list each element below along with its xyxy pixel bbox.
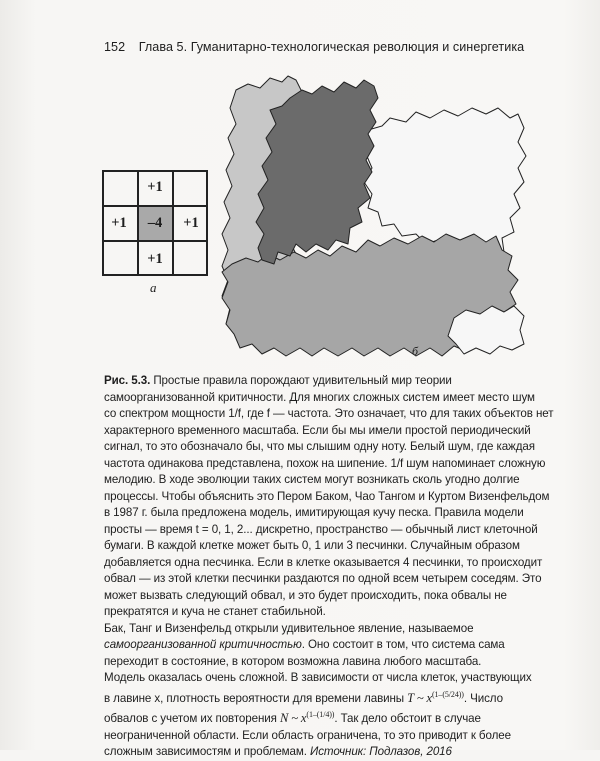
formula-avalanche-time: T ~ $x^{(1-(5/24))}$ (407, 689, 464, 705)
caption-line: процессы. Чтобы объяснить это Пером Баком, Чао Тангом и Куртом Визенфельдом (104, 489, 550, 503)
caption-term-soc: самоорганизованной критичностью (104, 638, 302, 651)
caption-line: самоорганизованной критичности. Для многих сложных систем имеет место шум (104, 390, 535, 404)
figure-caption (104, 373, 554, 761)
caption-line: Модель оказалась очень сложной. В зависимости от числа клеток, участвующих (104, 671, 532, 684)
avalanche-cluster-map (218, 68, 528, 363)
caption-line: неограниченной области. Если область ограничена, то это приводит к более (104, 728, 511, 742)
running-header (104, 40, 544, 54)
white-region (364, 108, 526, 256)
figure-label-b: б (412, 344, 419, 358)
caption-line: обвал — из этой клетки песчинки раздаются по одной всем четырем соседям. Это (104, 572, 542, 585)
caption-line: мелодию. В ходе эволюции таких систем могут возникать сколь угодно долгие (104, 473, 520, 486)
caption-line: сигнал, то это обозначало бы, что мы слышим одну ноту. Белый шум, где каждая (104, 440, 535, 453)
caption-line: сложным зависимостям и проблемам. (104, 745, 307, 759)
caption-line: частота одинакова представлена, похож на шипение. 1/f шум напоминает сложную (104, 456, 546, 470)
caption-line: обвалов с учетом их повторения (104, 712, 277, 726)
caption-line: характерного временного масштаба. Если бы мы имели простой периодический (104, 423, 531, 437)
caption-line: . Оно состоит в том, что система сама (301, 638, 505, 651)
caption-line: может вызвать следующий обвал, и это будет происходить, пока обвалы не (104, 588, 507, 602)
caption-line: прекратятся и куча не станет стабильной. (104, 605, 326, 618)
caption-line: просты — время t = 0, 1, 2... дискретно, пространство — обычный лист клеточной (104, 522, 538, 536)
caption-line: в 1987 г. была предложена модель, имитирующая кучу песка. Правила модели (104, 506, 524, 519)
caption-line: в лавине x, плотность вероятности для времени лавины (104, 691, 405, 705)
caption-line: . Так дело обстоит в случае (334, 712, 481, 726)
grid-cell-top: +1 (147, 178, 163, 195)
figure-label-a: а (150, 280, 157, 295)
grid-lines (102, 170, 208, 276)
caption-line: . Число (463, 691, 503, 705)
caption-line: Простые правила порождают удивительный мир теории (153, 374, 452, 387)
formula-avalanche-count: N ~ $x^{(1-(1/4))}$ (279, 710, 335, 726)
caption-line: переходит в состояние, в котором возможна лавина любого масштаба. (104, 654, 482, 668)
grid-cell-right: +1 (183, 214, 199, 231)
caption-source: Источник: Подлазов, 2016 (310, 745, 452, 759)
figure-number: Рис. 5.3. (104, 374, 151, 387)
grid-cell-bottom: +1 (147, 250, 163, 267)
caption-line: бумаги. В каждой клетке может быть 0, 1 или 3 песчинки. Случайным образом (104, 539, 520, 552)
running-title: Глава 5. Гуманитарно-технологическая революция и синергетика (138, 40, 525, 54)
toppling-rule-grid (102, 170, 208, 276)
grid-cell-left: +1 (111, 214, 127, 231)
page-number: 152 (104, 40, 126, 54)
caption-line: добавляется одна песчинка. Если в клетке оказывается 4 песчинки, то происходит (104, 555, 543, 569)
caption-line: со спектром мощности 1/f, где f — частота. Это означает, что для таких объектов нет (104, 407, 554, 420)
caption-line: Бак, Танг и Визенфельд открыли удивительное явление, называемое (104, 621, 474, 635)
grid-cell-center: –4 (138, 206, 172, 240)
